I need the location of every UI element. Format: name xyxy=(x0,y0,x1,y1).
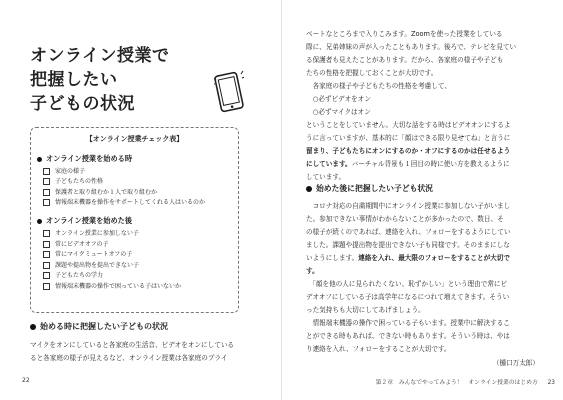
bullet-icon xyxy=(30,324,36,330)
checklist-item-label: 情報端末機器を操作をサポートしてくれる人はいるのか xyxy=(55,199,206,207)
checklist-item-label: 課題や提出物を提出できない子 xyxy=(55,261,140,269)
body-line: コロナ対応の自粛期間中にオンライン授業に参加しない子がいまし xyxy=(306,202,511,210)
checkbox-icon[interactable] xyxy=(43,262,50,269)
checklist-item-label: 子どもたちの学力 xyxy=(55,272,104,280)
checklist-item-label: 子どもたちの性格 xyxy=(55,178,104,186)
body-line: デオオフにしている子は高学年になるにつれて増えてきます。そうい xyxy=(306,293,510,301)
body-line: の様子が続くのであれば、連絡を入れ、フォローをするようにしてい xyxy=(306,228,511,236)
checklist-item[interactable] xyxy=(43,262,238,269)
body-line-bold: 留まり、子どもたちにオンにするのか・オフにするのかは任せるよう xyxy=(306,147,511,155)
bullet-icon xyxy=(37,157,42,162)
checklist-item-label: 保護者と取り組むか１人で取り組むか xyxy=(55,188,158,196)
checkbox-icon[interactable] xyxy=(43,199,50,206)
checklist-section-after xyxy=(37,216,238,290)
online-class-checklist xyxy=(30,127,239,313)
title-line-2: 把握したい xyxy=(30,70,118,90)
checklist-item-label: 常にビデオオフの子 xyxy=(55,240,109,248)
page-title xyxy=(30,44,170,116)
left-body-text xyxy=(30,339,250,365)
checklist-item[interactable] xyxy=(43,230,238,237)
checkbox-icon[interactable] xyxy=(43,168,50,175)
checklist-item-label: オンライン授業に参加しない子 xyxy=(55,229,139,237)
section-heading: オンライン授業を始めた後 xyxy=(46,216,133,226)
bullet-icon xyxy=(306,186,312,192)
body-line: とができる時もあれば、できない時もあります。そういう時は、やは xyxy=(306,332,510,340)
checklist-item[interactable] xyxy=(43,168,238,175)
checklist-item-label: 家庭の様子 xyxy=(55,167,86,175)
section-heading-text: 始めた後に把握したい子ども状況 xyxy=(316,184,433,193)
body-line: ベートなところまで入りこみます。Zoomを使った授業をしている xyxy=(306,30,503,38)
body-line: り連絡を入れ、フォローをすることが大切です。 xyxy=(306,345,451,353)
page-number-left: 22 xyxy=(22,377,30,384)
checklist-item[interactable] xyxy=(43,189,238,196)
checklist-item[interactable] xyxy=(43,178,238,185)
section-heading: オンライン授業を始める時 xyxy=(46,154,133,163)
checklist-item[interactable] xyxy=(43,272,238,279)
author-name: （樋口万太郎） xyxy=(492,359,539,367)
checkbox-icon[interactable] xyxy=(43,241,50,248)
body-line: マイクをオンにしていると各家庭の生活音、ビデオをオンにしている xyxy=(30,341,235,349)
checklist-item-label: 常にマイクミュートオフの子 xyxy=(55,251,133,259)
body-line: 際に、兄弟姉妹の声が入ったこともあります。後ろで、テレビを見てい xyxy=(306,43,517,51)
checkbox-icon[interactable] xyxy=(43,230,50,237)
body-line: たちの性格を把握しておくことが大切です。 xyxy=(306,69,438,77)
checklist-item-label: 情報端末機器の操作で困っている子はいないか xyxy=(55,282,182,290)
body-line: た。参加できない事情がわからないことが多かったので、数日、そ xyxy=(306,215,504,223)
checklist-title: 【オンライン授業チェック表】 xyxy=(85,135,184,143)
body-line: ると各家庭の様子が見えるなど、オンライン授業は各家庭のプライ xyxy=(30,354,228,362)
checklist-item[interactable] xyxy=(43,199,238,206)
body-line: ○必ずマイクはオン xyxy=(306,108,371,116)
left-page xyxy=(0,0,281,400)
body-line: 情報端末機器の操作で困っている子もいます。授業中に解決するこ xyxy=(306,319,510,327)
checklist-item[interactable] xyxy=(43,251,238,258)
right-paragraph-1 xyxy=(306,28,534,184)
section-heading-text: 始める時に把握したい子どもの状況 xyxy=(40,322,168,331)
body-line-mixed: にしています。バーチャル背景も１回目の時に使い方を教えるように xyxy=(306,160,510,168)
title-line-3: 子どもの状況 xyxy=(30,94,135,114)
right-page xyxy=(282,0,563,400)
page-number-right: 23 xyxy=(547,380,555,386)
chapter-footer xyxy=(376,377,555,386)
right-paragraph-2 xyxy=(306,200,534,356)
section-heading-right xyxy=(306,183,433,194)
checklist-item[interactable] xyxy=(43,283,238,290)
checklist-item[interactable] xyxy=(43,241,238,248)
checkbox-icon[interactable] xyxy=(43,283,50,290)
body-line: ました。課題や提出物を提出できない子も同様です。そのままにしな xyxy=(306,241,510,249)
checkbox-icon[interactable] xyxy=(43,272,50,279)
body-line: しています。 xyxy=(306,173,346,181)
tablet-icon xyxy=(214,70,244,114)
body-line: うに言っていますが、基本的に「顔はできる限り見せてね」と言うに xyxy=(306,134,511,142)
checkbox-icon[interactable] xyxy=(43,189,50,196)
chapter-title: 第２章 みんなでやってみよう！ オンライン授業のはじめ方 xyxy=(375,380,538,386)
checkbox-icon[interactable] xyxy=(43,251,50,258)
checklist-section-before xyxy=(37,154,238,206)
bullet-icon xyxy=(37,219,42,224)
body-line-bold: す。 xyxy=(306,267,319,275)
body-line: ○必ずビデオをオン xyxy=(306,95,371,103)
title-line-1: オンライン授業で xyxy=(30,46,170,66)
checkbox-icon[interactable] xyxy=(43,178,50,185)
body-line: る保護者も見えたことがあります。だから、各家庭の様子や子ども xyxy=(306,56,504,64)
body-line: ということをしていません。大切な話をする時はビデオオンにするよ xyxy=(306,121,511,129)
body-line: 各家庭の様子や子どもたちの性格を考慮して、 xyxy=(306,82,451,90)
body-line: った気持ちも大切にしてあげましょう。 xyxy=(306,306,425,314)
body-line: 「顔を他の人に見られたくない、恥ずかしい」という理由で常にビ xyxy=(306,280,508,288)
section-heading-left xyxy=(30,321,168,332)
body-line-mixed: いようにします。連絡を入れ、最大限のフォローをすることが大切で xyxy=(306,254,510,262)
